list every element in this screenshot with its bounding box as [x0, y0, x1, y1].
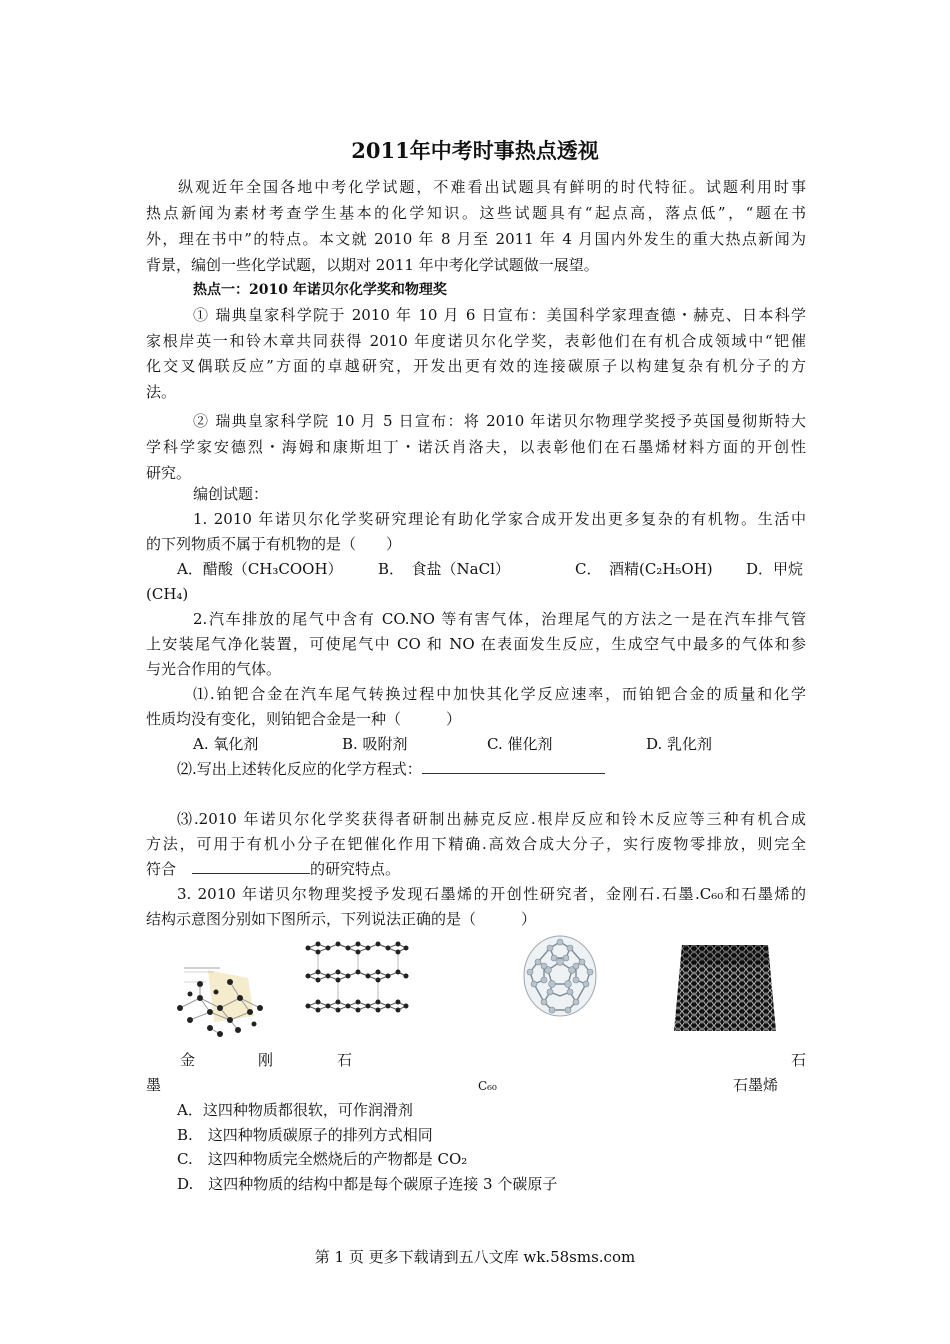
- q1-line-1: 1. 2010 年诺贝尔化学奖研究理论有助化学家合成开发出更多复杂的有机物。生活中: [193, 510, 806, 528]
- q2-sub1-option-a: A. 氧化剂: [193, 735, 259, 753]
- q2-sub1-line-1: ⑴.铂钯合金在汽车尾气转换过程中加快其化学反应速率，而铂钯合金的质量和化学: [193, 685, 806, 703]
- news1-line-2: 家根岸英一和铃木章共同获得 2010 年度诺贝尔化学奖，表彰他们在有机合成领域中“钯催: [146, 332, 806, 350]
- q3-option-a: A．这四种物质都很软，可作润滑剂: [177, 1101, 413, 1119]
- graphite-structure-image: [304, 940, 410, 1024]
- q2-sub1-option-d: D. 乳化剂: [646, 735, 713, 753]
- news1-line-4: 法。: [146, 383, 177, 401]
- q1-option-a: A．醋酸（CH₃COOH）: [177, 560, 343, 578]
- q1-option-d-formula: (CH₄): [146, 585, 189, 603]
- q2-sub3-line-3: [146, 859, 400, 879]
- q3-option-d: D. 这四种物质的结构中都是每个碳原子连接 3 个碳原子: [177, 1175, 558, 1193]
- q3-option-c: C. 这四种物质完全燃烧后的产物都是 CO₂: [177, 1150, 468, 1168]
- caption-diamond-char-1: 金: [180, 1051, 196, 1069]
- diamond-structure-image: [170, 958, 274, 1038]
- intro-line-4: 背景，编创一些化学试题，以期对 2011 年中考化学试题做一展望。: [146, 256, 599, 274]
- compose-label: 编创试题：: [193, 485, 269, 503]
- q2-sub3-text-post: 的研究特点。: [310, 860, 401, 878]
- q1-line-2: 的下列物质不属于有机物的是（ ）: [146, 535, 402, 553]
- q2-line-1: 2.汽车排放的尾气中含有 CO.NO 等有害气体，治理尾气的方法之一是在汽车排气管: [193, 610, 806, 628]
- q2-sub2-text: ⑵.写出上述转化反应的化学方程式：: [177, 760, 422, 778]
- q2-sub3-answer-blank[interactable]: [192, 859, 310, 874]
- page-footer: 第 1 页 更多下载请到五八文库 wk.58sms.com: [314, 1248, 636, 1266]
- q3-option-b: B. 这四种物质碳原子的排列方式相同: [177, 1126, 433, 1144]
- intro-line-2: 热点新闻为素材考查学生基本的化学知识。这些试题具有“起点高，落点低”，“题在书: [146, 204, 806, 222]
- caption-diamond-char-2: 刚: [258, 1051, 274, 1069]
- caption-graphite-char-1: 石: [791, 1051, 807, 1069]
- hotspot-heading: 热点一：2010 年诺贝尔化学奖和物理奖: [193, 282, 447, 298]
- page-title: 2011年中考时事热点透视: [351, 138, 599, 163]
- q1-option-b: B． 食盐（NaCl）: [378, 560, 510, 578]
- news2-line-1: ② 瑞典皇家科学院 10 月 5 日宣布：将 2010 年诺贝尔物理学奖授予英国曼彻斯特大: [193, 412, 806, 430]
- caption-diamond-char-3: 石: [337, 1051, 353, 1069]
- q3-line-2: 结构示意图分别如下图所示，下列说法正确的是（ ）: [146, 910, 537, 928]
- news1-line-3: 化交叉偶联反应”方面的卓越研究，开发出更有效的连接碳原子以构建复杂有机分子的方: [146, 357, 806, 375]
- graphene-structure-image: [674, 945, 776, 1031]
- q1-option-d: D．甲烷: [746, 560, 804, 578]
- q2-line-3: 与光合作用的气体。: [146, 660, 282, 678]
- news1-line-1: ① 瑞典皇家科学院于 2010 年 10 月 6 日宣布：美国科学家理查德・赫克、日本科学: [193, 306, 806, 324]
- caption-c60: C₆₀: [478, 1079, 497, 1093]
- news2-line-2: 学科学家安德烈・海姆和康斯坦丁・诺沃肖洛夫，以表彰他们在石墨烯材料方面的开创性: [146, 438, 806, 456]
- c60-structure-image: [520, 932, 600, 1020]
- intro-line-1: 纵观近年全国各地中考化学试题，不难看出试题具有鲜明的时代特征。试题利用时事: [178, 178, 806, 196]
- q3-line-1: 3. 2010 年诺贝尔物理奖授予发现石墨烯的开创性研究者，金刚石.石墨.C₆₀和石墨烯的: [177, 885, 806, 903]
- q2-sub3-line-2: 方法，可用于有机小分子在钯催化作用下精确.高效合成大分子，实行废物零排放，则完全: [146, 835, 806, 853]
- q1-option-c: C． 酒精(C₂H₅OH): [575, 560, 713, 578]
- q2-sub3-line-1: ⑶.2010 年诺贝尔化学奖获得者研制出赫克反应.根岸反应和铃木反应等三种有机合成: [177, 810, 806, 828]
- news2-line-3: 研究。: [146, 464, 192, 482]
- caption-graphite-char-2: 墨: [146, 1076, 162, 1094]
- q2-sub3-text-pre: 符合: [146, 860, 177, 878]
- intro-line-3: 外，理在书中”的特点。本文就 2010 年 8 月至 2011 年 4 月国内外发生的重大热点新闻为: [146, 230, 806, 248]
- q2-line-2: 上安装尾气净化装置，可使尾气中 CO 和 NO 在表面发生反应，生成空气中最多的气体和参: [146, 635, 806, 653]
- q2-sub2: [177, 759, 605, 779]
- q2-sub1-option-c: C. 催化剂: [487, 735, 553, 753]
- q2-sub1-option-b: B. 吸附剂: [342, 735, 408, 753]
- caption-graphene: 石墨烯: [733, 1076, 779, 1094]
- q2-sub2-answer-blank[interactable]: [422, 759, 605, 774]
- q2-sub1-line-2: 性质均没有变化，则铂钯合金是一种（ ）: [146, 710, 462, 728]
